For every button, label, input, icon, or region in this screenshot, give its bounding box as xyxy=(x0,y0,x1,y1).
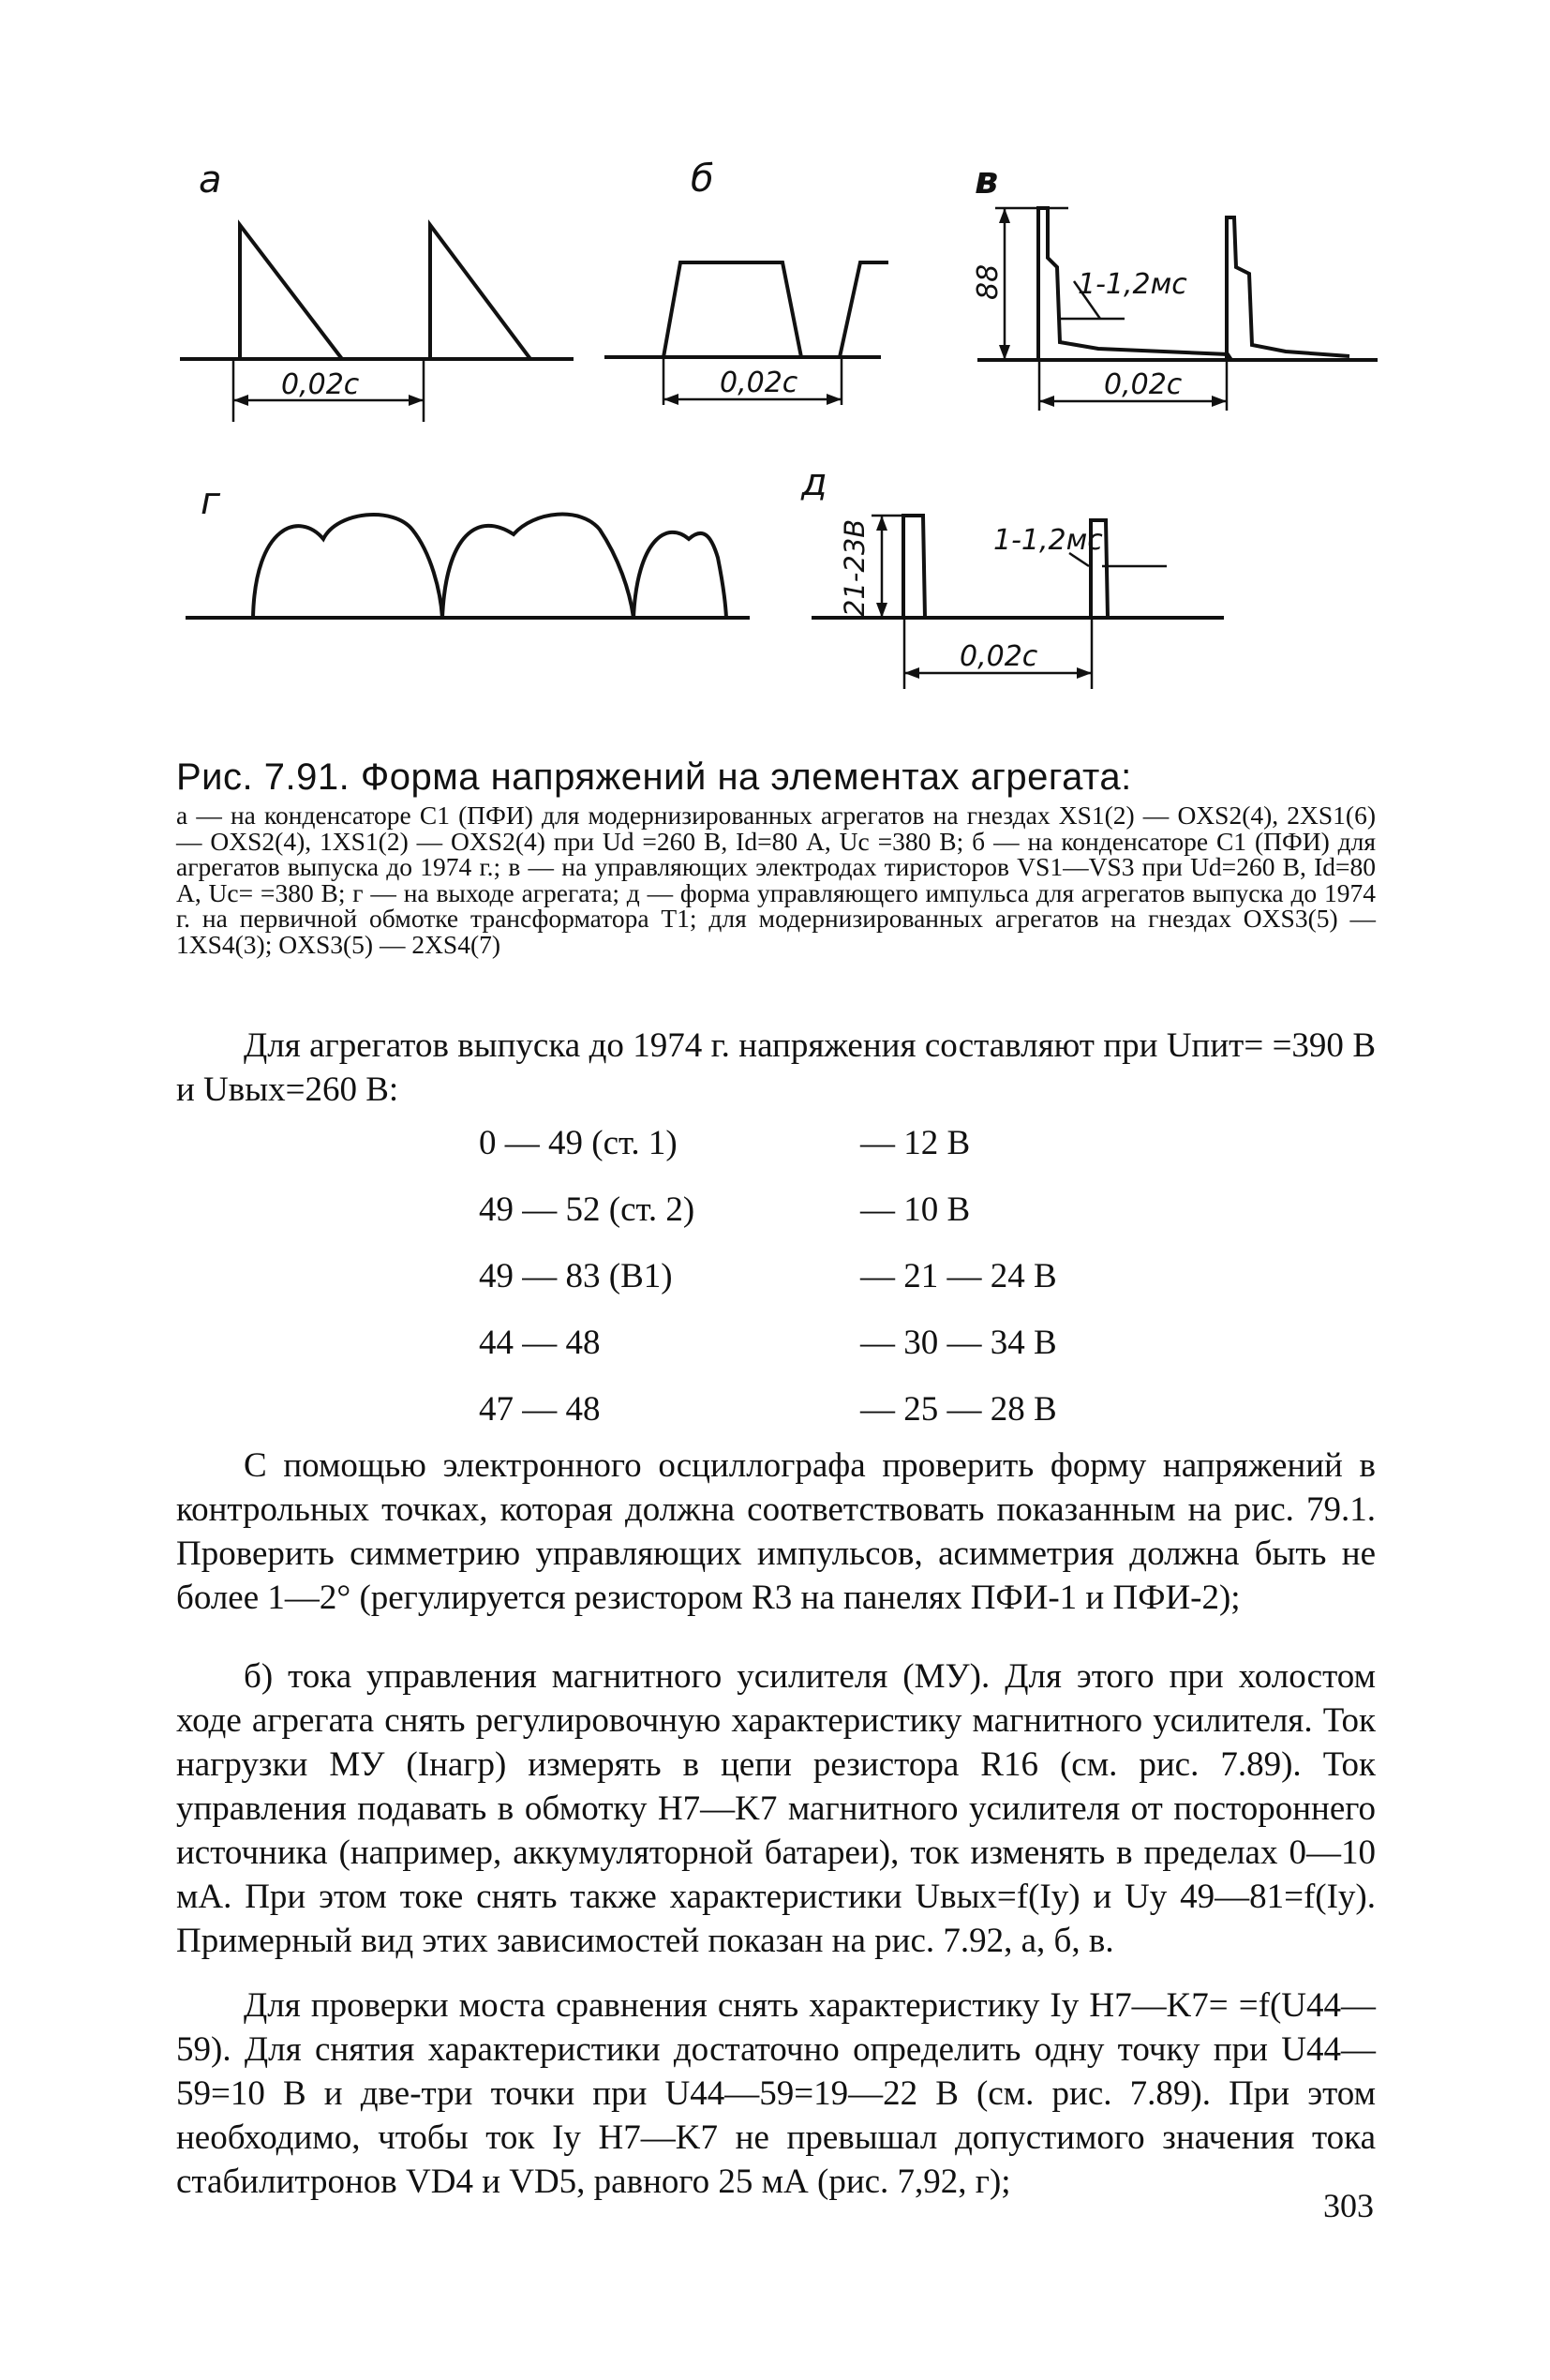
list-item-points: 0 — 49 (ст. 1) xyxy=(479,1124,678,1162)
waveform-a xyxy=(180,225,574,422)
caption-title: Рис. 7.91. Форма напряжений на элементах агрегата: xyxy=(176,756,1132,798)
dim-a-period: 0,02с xyxy=(281,368,360,401)
dim-v-period: 0,02с xyxy=(1104,368,1183,401)
list-item-points: 49 — 52 (ст. 2) xyxy=(479,1190,695,1229)
list-item-points: 44 — 48 xyxy=(479,1324,601,1362)
dim-d-amplitude: 21-23В xyxy=(839,518,871,617)
paragraph-bridge-check: Для проверки моста сравнения снять характеристику Iу H7—K7= =f(U44—59). Для снятия характеристики достаточно определить одну точку при U44—59=10 В и две-три точки при U44—59=19—22 В (см. рис. 7.89). При этом необходимо, чтобы ток Iу H7—K7 не превышал допустимого значения тока стабилитронов VD4 и VD5, равного 25 мА (рис. 7,92, г); xyxy=(176,1986,1376,2201)
dim-v-pulse: 1-1,2мс xyxy=(1078,268,1187,301)
list-item-value: — 21 — 24 В xyxy=(860,1257,1057,1295)
panel-label-d: д xyxy=(801,461,827,504)
panel-label-g: г xyxy=(201,480,221,523)
dim-v-amplitude: 88 xyxy=(972,263,1005,300)
dim-d-period: 0,02с xyxy=(960,640,1038,673)
page-number: 303 xyxy=(1323,2187,1374,2224)
figure-7-91 xyxy=(0,0,1550,750)
list-item-points: 47 — 48 xyxy=(479,1390,601,1429)
list-item-value: — 12 В xyxy=(860,1124,971,1162)
paragraph-control-current: б) тока управления магнитного усилителя (МУ). Для этого при холостом ходе агрегата снять регулировочную характеристику магнитного усилителя. Ток нагрузки МУ (Iнагр) измерять в цепи резистора R16 (см. рис. 7.89). Ток управления подавать в обмотку H7—K7 магнитного усилителя от постороннего источника (например, аккумуляторной батареи), ток изменять в пределах 0—10 мА. При этом токе снять также характеристики Uвых=f(Iу) и Uу 49—81=f(Iу). Примерный вид этих зависимостей показан на рис. 7.92, а, б, в. xyxy=(176,1657,1376,1960)
dim-d-pulse: 1-1,2мс xyxy=(993,524,1103,557)
list-item-value: — 30 — 34 В xyxy=(860,1324,1057,1362)
panel-label-b: б xyxy=(691,157,714,201)
figure-caption xyxy=(176,756,1376,957)
list-item-value: — 25 — 28 В xyxy=(860,1390,1057,1429)
dim-b-period: 0,02с xyxy=(720,367,798,399)
waveform-g xyxy=(186,515,750,618)
paragraph-oscilloscope: С помощью электронного осциллографа проверить форму напряжений в контрольных точках, которая должна соответствовать показанным на рис. 79.1. Проверить симметрию управляющих импульсов, асимметрия должна быть не более 1—2° (регулируется резистором R3 на панелях ПФИ-1 и ПФИ-2); xyxy=(176,1446,1376,1617)
panel-label-a: а xyxy=(199,158,222,202)
intro-paragraph: Для агрегатов выпуска до 1974 г. напряжения составляют при Uпит= =390 В и Uвых=260 В: xyxy=(176,1026,1376,1109)
list-item-points: 49 — 83 (В1) xyxy=(479,1257,673,1295)
panel-label-v: в xyxy=(975,159,999,202)
caption-body: а — на конденсаторе C1 (ПФИ) для модернизированных агрегатов на гнездах XS1(2) — OXS2(4), 2XS1(6) — OXS2(4), 1XS1(2) — OXS2(4) при Ud =260 В, Id=80 А, Uc =380 В; б — на конденсаторе C1 (ПФИ) для агрегатов выпуска до 1974 г.; в — на управляющих электродах тиристоров VS1—VS3 при Ud=260 В, Id=80 А, Uc= =380 В; г — на выходе агрегата; д — форма управляющего импульса для агрегатов выпуска до 1974 г. на первичной обмотке трансформатора T1; для модернизированных агрегатов на гнездах OXS3(5) — 1XS4(3); OXS3(5) — 2XS4(7) xyxy=(176,801,1376,959)
sawtooth-a xyxy=(240,225,530,359)
list-item-value: — 10 В xyxy=(860,1190,971,1229)
